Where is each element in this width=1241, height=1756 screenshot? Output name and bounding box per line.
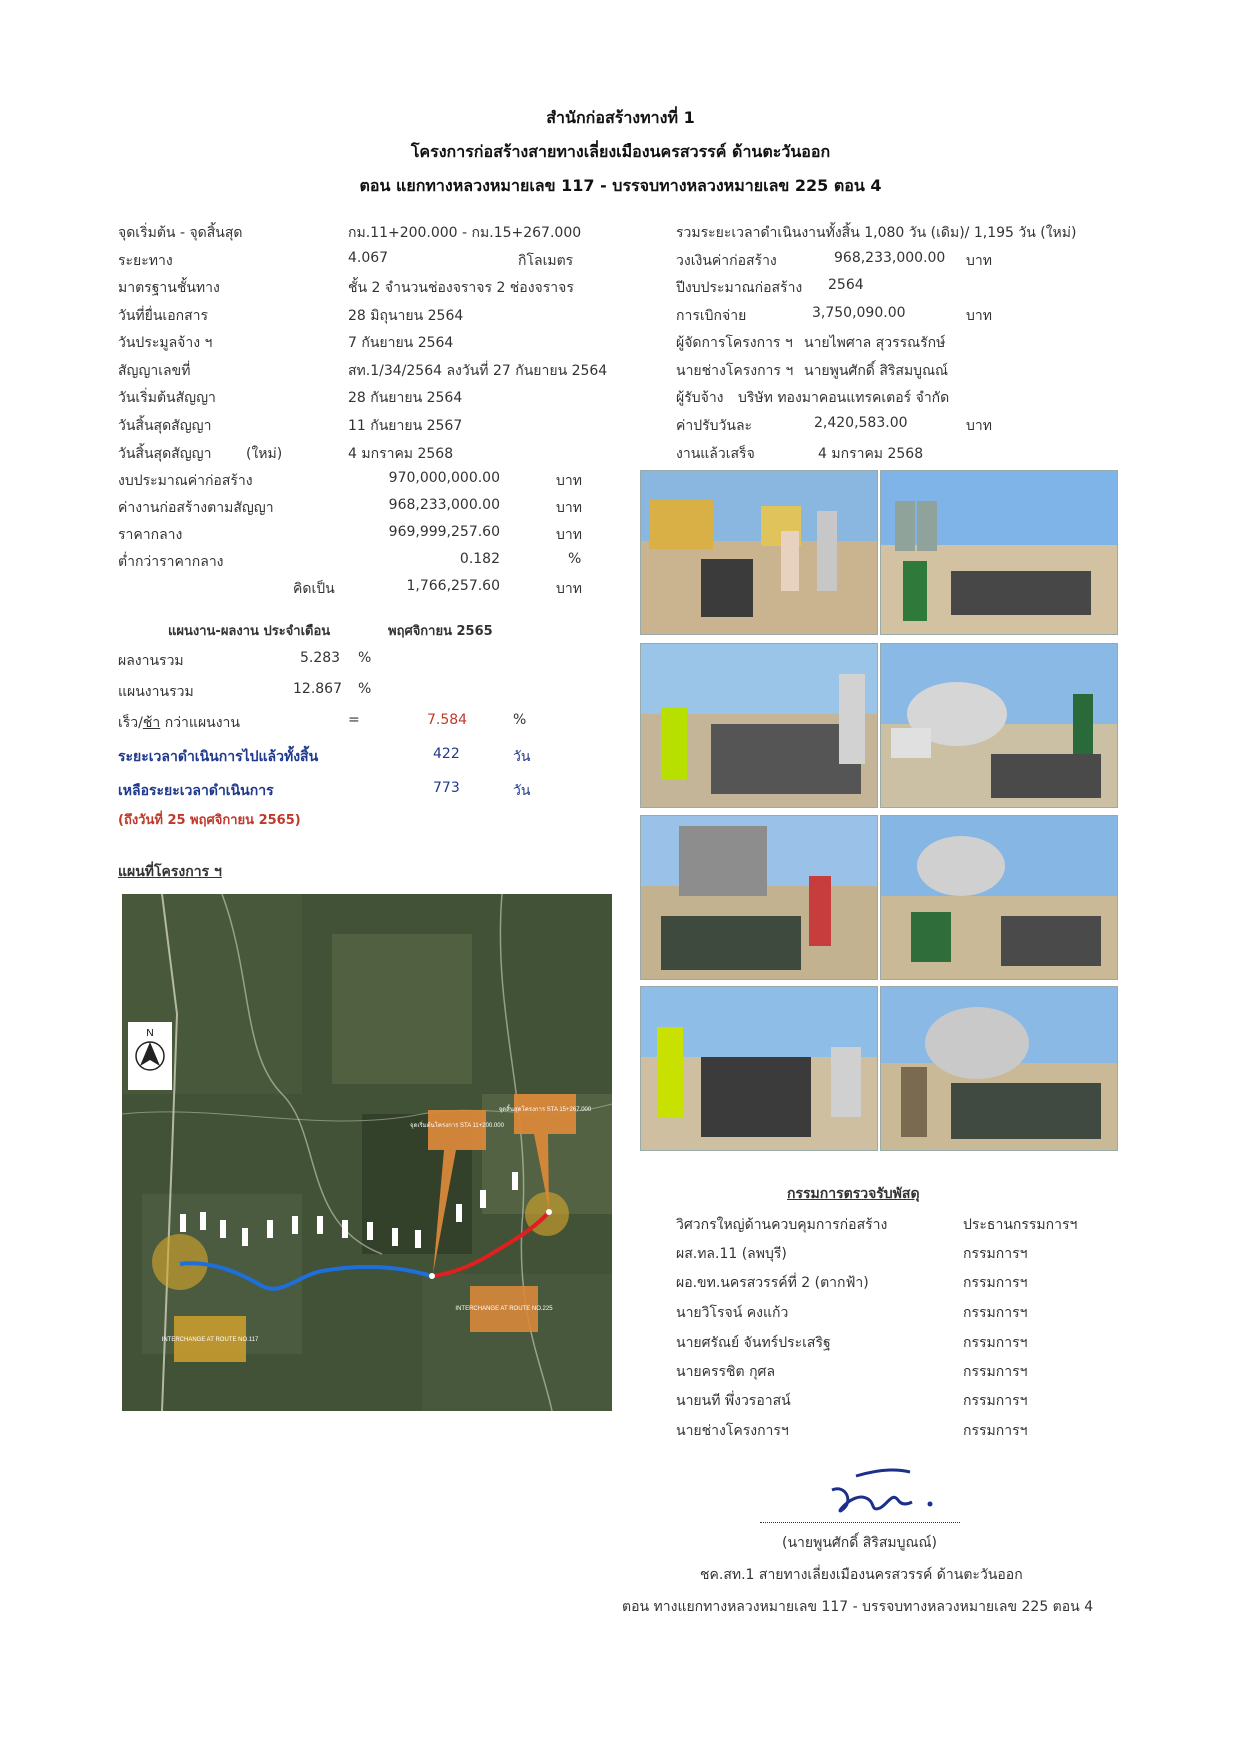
signer-position: ชค.สท.1 สายทางเลี่ยงเมืองนครสวรรค์ ด้านตะวันออก	[700, 1567, 1023, 1583]
budget-unit: %	[568, 551, 582, 567]
info-value: 11 กันยายน 2567	[348, 418, 463, 434]
committee-role: ประธานกรรมการฯ	[963, 1217, 1078, 1233]
right-unit: บาท	[966, 253, 992, 269]
site-photo	[880, 815, 1118, 980]
budget-unit: บาท	[556, 473, 582, 489]
right-value: 3,750,090.00	[812, 305, 906, 321]
info-value: 28 มิถุนายน 2564	[348, 308, 464, 324]
committee-member: นายวิโรจน์ คงแก้ว	[676, 1305, 789, 1321]
header-line-1: สำนักก่อสร้างทางที่ 1	[546, 108, 695, 127]
diff-unit: %	[513, 712, 527, 728]
diff-equals: =	[348, 712, 360, 728]
map-graphic	[122, 894, 612, 1411]
project-map	[122, 894, 612, 1411]
actual-value: 5.283	[300, 650, 341, 666]
actual-label: ผลงานรวม	[118, 653, 184, 669]
right-value: 2564	[828, 277, 864, 293]
map-title: แผนที่โครงการ ฯ	[118, 864, 222, 880]
right-label: การเบิกจ่าย	[676, 308, 747, 324]
budget-value: 0.182	[459, 551, 500, 567]
info-value: 7 กันยายน 2564	[348, 335, 454, 351]
committee-member: วิศวกรใหญ่ด้านควบคุมการก่อสร้าง	[676, 1217, 888, 1233]
right-label: นายช่างโครงการ ฯ	[676, 363, 794, 379]
budget-unit: บาท	[556, 500, 582, 516]
right-label: งานแล้วเสร็จ	[676, 446, 755, 462]
right-label: ผู้รับจ้าง	[676, 390, 724, 406]
elapsed-label: ระยะเวลาดำเนินการไปแล้วทั้งสิ้น	[118, 749, 319, 765]
committee-title: กรรมการตรวจรับพัสดุ	[787, 1186, 920, 1202]
info-value: กม.11+200.000 - กม.15+267.000	[348, 225, 582, 241]
signer-section: ตอน ทางแยกทางหลวงหมายเลข 117 - บรรจบทางหลวงหมายเลข 225 ตอน 4	[622, 1599, 1094, 1615]
info-label: ระยะทาง	[118, 253, 173, 269]
committee-member: ผอ.ขท.นครสวรรค์ที่ 2 (ตากฟ้า)	[676, 1275, 869, 1291]
budget-label: ราคากลาง	[118, 527, 183, 543]
remain-unit: วัน	[513, 783, 531, 799]
committee-member: นายศรัณย์ จันทร์ประเสริฐ	[676, 1335, 831, 1351]
right-label: วงเงินค่าก่อสร้าง	[676, 253, 777, 269]
diff-value: 7.584	[427, 712, 468, 728]
right-value: บริษัท ทองมาคอนแทรคเตอร์ จำกัด	[738, 390, 950, 406]
plan-value: 12.867	[293, 681, 342, 697]
info-unit: กิโลเมตร	[518, 253, 574, 269]
signature-line	[760, 1522, 960, 1523]
info-label: จุดเริ่มต้น - จุดสิ้นสุด	[118, 225, 243, 241]
info-label-extra: (ใหม่)	[246, 446, 283, 462]
committee-member: ผส.ทล.11 (ลพบุรี)	[676, 1246, 787, 1262]
right-label: ค่าปรับวันละ	[676, 418, 753, 434]
budget-value: 968,233,000.00	[388, 497, 500, 513]
end-callout	[514, 1094, 576, 1134]
progress-month: พฤศจิกายน 2565	[388, 624, 493, 639]
diff-label-rest: กว่าแผนงาน	[160, 715, 240, 731]
right-value: นายไพศาล สุวรรณรักษ์	[804, 335, 946, 351]
info-value: 4 มกราคม 2568	[348, 446, 454, 462]
right-value: 2,420,583.00	[814, 415, 908, 431]
plan-label: แผนงานรวม	[118, 684, 194, 700]
progress-title: แผนงาน-ผลงาน ประจำเดือน	[168, 624, 331, 639]
header-line-3: ตอน แยกทางหลวงหมายเลข 117 - บรรจบทางหลวงหมายเลข 225 ตอน 4	[359, 176, 882, 195]
budget-label: งบประมาณค่าก่อสร้าง	[118, 473, 253, 489]
right-label: ผู้จัดการโครงการ ฯ	[676, 335, 793, 351]
budget-value: 1,766,257.60	[406, 578, 500, 594]
committee-role: กรรมการฯ	[963, 1393, 1028, 1409]
start-callout-text: จุดเริ่มต้นโครงการ STA 11+200.000	[410, 1123, 504, 1129]
right-value: นายพูนศักดิ์ สิริสมบูณณ์	[804, 363, 949, 379]
right-unit: บาท	[966, 418, 992, 434]
site-photo	[880, 470, 1118, 635]
header-line-2: โครงการก่อสร้างสายทางเลี่ยงเมืองนครสวรรค์ ด้านตะวันออก	[410, 142, 831, 161]
committee-role: กรรมการฯ	[963, 1246, 1028, 1262]
start-callout	[428, 1110, 486, 1150]
info-label: สัญญาเลขที่	[118, 363, 191, 379]
info-value: 28 กันยายน 2564	[348, 390, 463, 406]
budget-label: คิดเป็น	[293, 581, 335, 597]
info-label: วันสิ้นสุดสัญญา	[118, 418, 212, 434]
budget-label: ค่างานก่อสร้างตามสัญญา	[118, 500, 274, 516]
north-label: N	[146, 1028, 154, 1039]
committee-member: นายช่างโครงการฯ	[676, 1423, 789, 1439]
committee-role: กรรมการฯ	[963, 1335, 1028, 1351]
end-callout-text: จุดสิ้นสุดโครงการ STA 15+267.000	[498, 1107, 592, 1113]
budget-unit: บาท	[556, 527, 582, 543]
committee-member: นายครรชิต กุศล	[676, 1364, 776, 1380]
right-unit: บาท	[966, 308, 992, 324]
interchange-117-label: INTERCHANGE AT ROUTE NO.117	[161, 1337, 259, 1343]
committee-role: กรรมการฯ	[963, 1423, 1028, 1439]
committee-role: กรรมการฯ	[963, 1364, 1028, 1380]
diff-label	[118, 712, 240, 734]
info-label: มาตรฐานชั้นทาง	[118, 280, 220, 296]
info-value: ชั้น 2 จำนวนช่องจราจร 2 ช่องจราจร	[348, 280, 574, 296]
budget-value: 970,000,000.00	[388, 470, 500, 486]
site-photo	[640, 815, 878, 980]
signer-name: (นายพูนศักดิ์ สิริสมบูณณ์)	[782, 1535, 937, 1551]
remain-label: เหลือระยะเวลาดำเนินการ	[118, 783, 274, 799]
committee-member: นายนที พึ่งวรอาสน์	[676, 1393, 791, 1409]
plan-unit: %	[358, 681, 372, 697]
info-label: วันที่ยื่นเอกสาร	[118, 308, 209, 324]
elapsed-unit: วัน	[513, 749, 531, 765]
elapsed-value: 422	[433, 746, 460, 762]
duration-text: รวมระยะเวลาดำเนินงานทั้งสิ้น 1,080 วัน (เดิม)/ 1,195 วัน (ใหม่)	[676, 225, 1077, 241]
site-photo	[640, 986, 878, 1151]
info-label: วันประมูลจ้าง ฯ	[118, 335, 213, 351]
info-label: วันเริ่มต้นสัญญา	[118, 390, 216, 406]
info-label: วันสิ้นสุดสัญญา	[118, 446, 212, 462]
site-photo	[880, 986, 1118, 1151]
right-label: ปีงบประมาณก่อสร้าง	[676, 280, 803, 296]
info-value: สท.1/34/2564 ลงวันที่ 27 กันยายน 2564	[348, 363, 608, 379]
right-value: 4 มกราคม 2568	[818, 446, 924, 462]
as-of-date: (ถึงวันที่ 25 พฤศจิกายน 2565)	[118, 813, 301, 828]
site-photo	[880, 643, 1118, 808]
site-photo	[640, 470, 878, 635]
site-photo	[640, 643, 878, 808]
diff-label-slow: ช้า	[142, 715, 161, 731]
committee-role: กรรมการฯ	[963, 1275, 1028, 1291]
remain-value: 773	[433, 780, 460, 796]
diff-label-fast: เร็ว/	[118, 715, 143, 731]
budget-label: ต่ำกว่าราคากลาง	[118, 554, 224, 570]
handwritten-signature	[822, 1462, 942, 1522]
right-value: 968,233,000.00	[834, 250, 946, 266]
actual-unit: %	[358, 650, 372, 666]
committee-role: กรรมการฯ	[963, 1305, 1028, 1321]
budget-unit: บาท	[556, 581, 582, 597]
budget-value: 969,999,257.60	[388, 524, 500, 540]
info-value: 4.067	[348, 250, 389, 266]
interchange-225-label: INTERCHANGE AT ROUTE NO.225	[455, 1306, 553, 1312]
